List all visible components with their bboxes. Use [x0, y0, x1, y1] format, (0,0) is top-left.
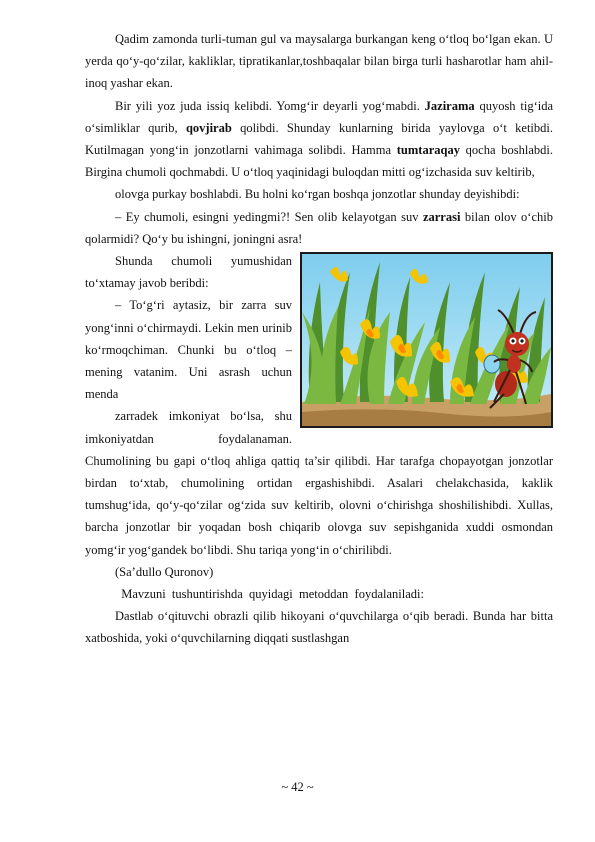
paragraph-drought: [85, 95, 553, 184]
ant-fire-illustration: [300, 252, 553, 428]
paragraph-reply-intro: Shunda chumoli yumushidan to‘xtamay javob beribdi:: [85, 254, 292, 291]
paragraph-intro: Qadim zamonda turli-tuman gul va maysalarga burkangan keng o‘tloq bo‘lgan ekan. U yerda qo‘y-qo‘zilar, kakliklar, tipratikanlar,toshbaqalar bilan birga turli hasharotlar ham ahil-inoq yashar ekan.: [85, 32, 553, 91]
paragraph-method-description: Dastlab o‘qituvchi obrazli qilib hikoyani o‘quvchilarga o‘qib beradi. Bunda har bitta xatboshida, yoki o‘quvchilarning diqqati sustlashgan: [85, 609, 553, 646]
paragraph-question: [85, 206, 553, 250]
bold-term-qovjirab: qovjirab: [185, 120, 232, 135]
paragraph-conclusion: zarradek imkoniyat bo‘lsa, shu imkoniyatdan foydalanaman. Chumolining bu gapi o‘tloq ahliga qattiq ta’sir qilibdi. Har tarafga chopayotgan jonzotlar birdan to‘xtab, chumolining ortidan ergashishibdi. Asalari chelakchasida, kaklik tumshug‘ida, qo‘y-qo‘zilar og‘zida suv keltirib, olovni o‘chirishga shoshilishibdi. Xullas, barcha jonzotlar bir yoqadan bosh chiqarib olovga suv sepishganida xuddi osmondan yomg‘ir yog‘gandek bo‘libdi. Shu tariqa yong‘in o‘chirilibdi.: [85, 409, 553, 557]
page-body: [85, 28, 553, 650]
bold-term-jazirama: Jazirama: [424, 98, 475, 113]
bold-term-tumtaraqay: tumtaraqay: [396, 143, 460, 158]
text-span: qolibdi. Shunday kunlarning birida yaylovga o‘t ketibdi. Kutilmagan yong‘in jonzotlarni vahimaga solibdi. Hamma: [85, 120, 553, 158]
text-span: quyosh tig‘ida o‘simliklar qurib,: [85, 98, 553, 135]
text-span: bilan olov o‘chib qolarmidi? Qo‘y bu ishingni, joningni asra!: [85, 209, 553, 246]
paragraph-spray: olovga purkay boshlabdi. Bu holni ko‘rgan boshqa jonzotlar shunday deyishibdi:: [115, 187, 520, 202]
text-span: qocha boshlabdi. Birgina chumoli qochmabdi. U o‘tloq yaqinidagi buloqdan mitti og‘izchasida suv keltirib,: [85, 143, 553, 180]
author-credit: (Sa’dullo Quronov): [115, 564, 214, 579]
text-span: Bir yili yoz juda issiq kelibdi. Yomg‘ir deyarli yog‘mabdi.: [115, 98, 425, 113]
text-span: – Ey chumoli, esingni yedingmi?! Sen olib kelayotgan suv: [115, 209, 423, 224]
bold-term-zarrasi: zarrasi: [422, 209, 461, 224]
method-intro: Mavzuni tushuntirishda quyidagi metoddan foydalaniladi:: [115, 587, 424, 602]
paragraph-ant-answer: – To‘g‘ri aytasiz, bir zarra suv yong‘inni o‘chirmaydi. Lekin men urinib ko‘rmoqchiman. Chunki bu o‘tloq – mening vatanim. Uni asrash uchun menda: [85, 298, 292, 402]
page-number: ~ 42 ~: [281, 780, 314, 794]
